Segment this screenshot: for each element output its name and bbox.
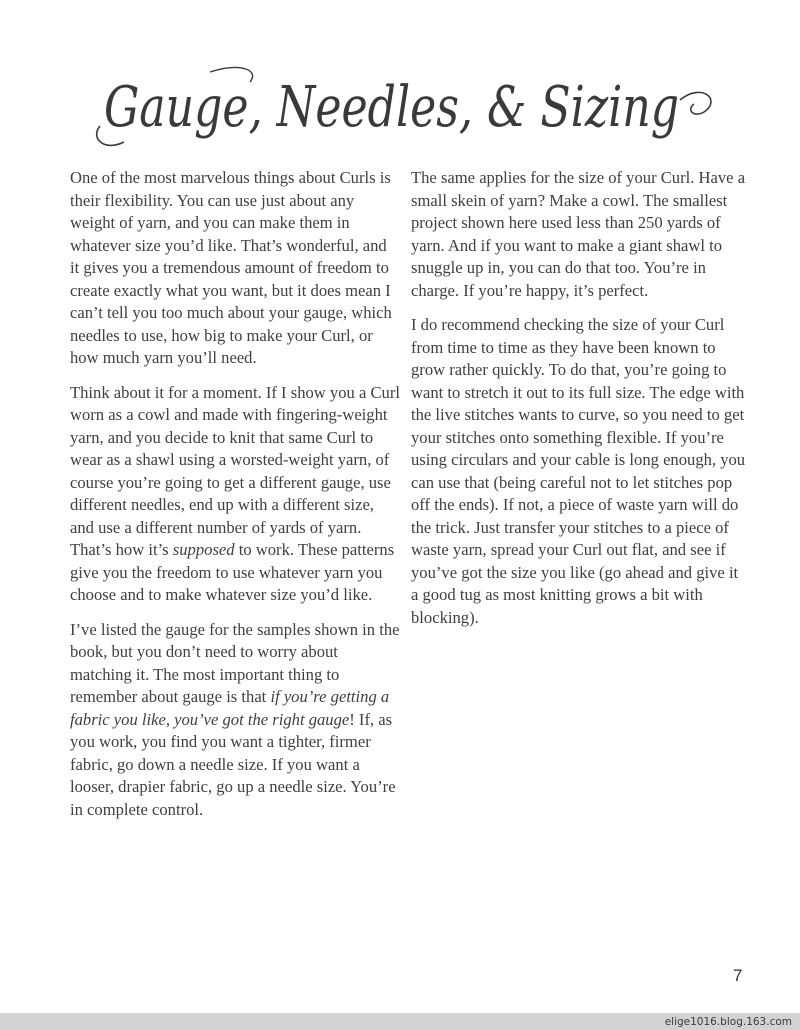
paragraph: I do recommend checking the size of your Curl from time to time as they have been known to grow rather quickly. To do that, you’re going to want to stretch it out to its full size. The edge with the live stitches wants to curve, so you need to get your stitches onto something flexible. If you’re using circulars and your cable is long enough, you can use that (being careful not to let stitches pop off the ends). If not, a piece of waste yarn will do the trick. Just transfer your stitches to a piece of waste yarn, spread your Curl out flat, and see if you’ve got the size you like (go ahead and give it a good tug as most knitting grows a bit with blocking). [411, 315, 746, 627]
left-column [70, 167, 400, 833]
title-flourish [90, 60, 720, 160]
page-title [90, 60, 720, 160]
page-number: 7 [733, 966, 743, 985]
paragraph: Think about it for a moment. If I show you a Curl worn as a cowl and made with fingering-weight yarn, and you decide to knit that same Curl to wear as a shawl using a worsted-weight yarn, of course you’re going to get a different gauge, use different needles, end up with a different size, and use a different number of yards of yarn. That’s how it’s supposed to work. These patterns give you the freedom to use whatever yarn you choose and to make whatever size you’d like. [70, 382, 400, 604]
title-text: Gauge, Needles, & Sizing [104, 75, 679, 140]
paragraph: The same applies for the size of your Curl. Have a small skein of yarn? Make a cowl. The smallest project shown here used less than 250 yards of yarn. And if you want to make a giant shawl to snuggle up in, you can do that too. You’re in charge. If you’re happy, it’s perfect. [411, 168, 746, 300]
emphasis: supposed [172, 540, 235, 559]
emphasis: if you’re getting a fabric you like, you’ve got the right gauge [70, 687, 390, 729]
watermark: elige1016.blog.163.com [664, 1016, 792, 1028]
right-column [411, 167, 746, 641]
footer-bar [0, 1013, 800, 1029]
paragraph: One of the most marvelous things about Curls is their flexibility. You can use just about any weight of yarn, and you can make them in whatever size you’d like. That’s wonderful, and it gives you a tremendous amount of freedom to create exactly what you want, but it does mean I can’t tell you too much about your gauge, which needles to use, how big to make your Curl, or how much yarn you’ll need. [70, 168, 392, 367]
paragraph: I’ve listed the gauge for the samples shown in the book, but you don’t need to worry about matching it. The most important thing to remember about gauge is that if you’re getting a fabric you like, you’ve got the right gauge! If, as you work, you find you want a tighter, firmer fabric, go down a needle size. If you want a looser, drapier fabric, go up a needle size. You’re in complete control. [70, 619, 400, 819]
